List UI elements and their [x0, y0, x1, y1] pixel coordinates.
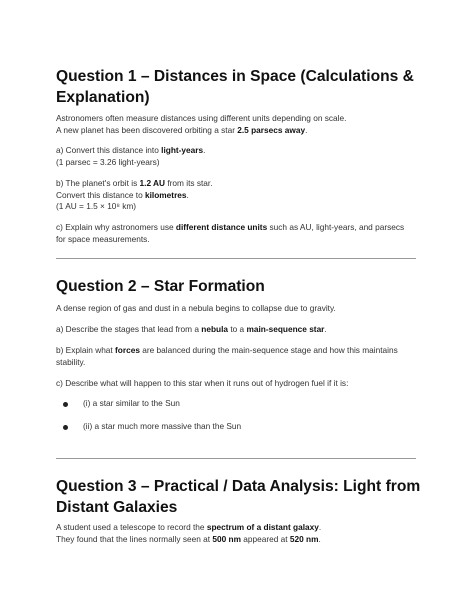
q1-part-a — [56, 145, 418, 168]
q2a-text: a) Describe the stages that lead from a — [56, 324, 202, 334]
q2a-period: . — [324, 324, 327, 334]
q2b-bold: forces — [115, 345, 140, 355]
q1b-note: (1 AU = 1.5 × 10⁸ km) — [56, 201, 137, 212]
q1-part-b — [56, 178, 418, 213]
q1-intro-line-2: A new planet has been discovered orbiting a star — [56, 124, 238, 135]
q1-part-c — [56, 222, 418, 245]
q1a-text: a) Convert this distance into — [56, 145, 162, 155]
q1b-text: b) The planet's orbit is — [56, 178, 140, 188]
q1b-text-end: from its star. — [165, 178, 213, 188]
q1a-note: (1 parsec = 3.26 light-years) — [56, 156, 160, 167]
q2a-bold-2: main-sequence star — [246, 324, 325, 334]
q1c-line2: for space measurements. — [56, 233, 150, 244]
q1b-line2-period: . — [186, 189, 189, 200]
q3-wavelength-observed: 520 nm — [289, 533, 319, 544]
q2-part-a — [56, 324, 418, 336]
section-divider-1 — [56, 258, 416, 259]
q1b-line2: Convert this distance to — [56, 189, 146, 200]
question-3-title: Question 3 – Practical / Data Analysis: Light from Distant Galaxies — [56, 478, 421, 516]
q2a-mid: to a — [228, 324, 247, 334]
q1c-text: c) Explain why astronomers use — [56, 222, 176, 232]
q2b-text: b) Explain what — [56, 345, 116, 355]
q3-intro — [56, 522, 418, 545]
q3-line2: They found that the lines normally seen at — [56, 533, 213, 544]
q1-intro-period: . — [305, 124, 308, 135]
bullet-icon — [63, 402, 68, 407]
q1-intro — [56, 113, 418, 136]
q2-part-b — [56, 345, 418, 368]
q2a-bold-1: nebula — [201, 324, 229, 334]
q3-line2-period: . — [318, 533, 321, 544]
q1-distance-value: 2.5 parsecs away — [237, 124, 306, 135]
q1a-bold: light-years — [161, 145, 204, 155]
q2-bullet-2: (ii) a star much more massive than the Sun — [83, 421, 242, 431]
question-2-title: Question 2 – Star Formation — [56, 278, 265, 295]
bullet-icon — [63, 425, 68, 430]
q1c-text-end: such as AU, light-years, and parsecs — [267, 222, 405, 232]
q2-bullet-1: (i) a star similar to the Sun — [83, 398, 180, 408]
q2b-line2: stability. — [56, 356, 86, 367]
section-divider-2 — [56, 458, 416, 459]
q1c-bold: different distance units — [175, 222, 268, 232]
q3-line1-period: . — [318, 522, 322, 532]
q2b-text-end: are balanced during the main-sequence stage and how this maintains — [139, 345, 398, 355]
q3-wavelength-original: 500 nm — [212, 533, 241, 544]
q1a-period: . — [203, 145, 206, 155]
q3-line2-mid: appeared at — [240, 533, 290, 544]
q1b-line2-bold: kilometres — [145, 189, 187, 200]
question-1-title: Question 1 – Distances in Space (Calculations & Explanation) — [56, 68, 414, 106]
q1-intro-line-1: Astronomers often measure distances using different units depending on scale. — [56, 113, 347, 123]
q2-part-c: c) Describe what will happen to this star when it runs out of hydrogen fuel if it is: — [56, 378, 349, 388]
q3-line1-bold: spectrum of a distant galaxy — [206, 522, 319, 532]
q3-line1: A student used a telescope to record the — [56, 522, 207, 532]
q1b-bold: 1.2 AU — [139, 178, 166, 188]
q2-intro: A dense region of gas and dust in a nebula begins to collapse due to gravity. — [56, 303, 336, 313]
